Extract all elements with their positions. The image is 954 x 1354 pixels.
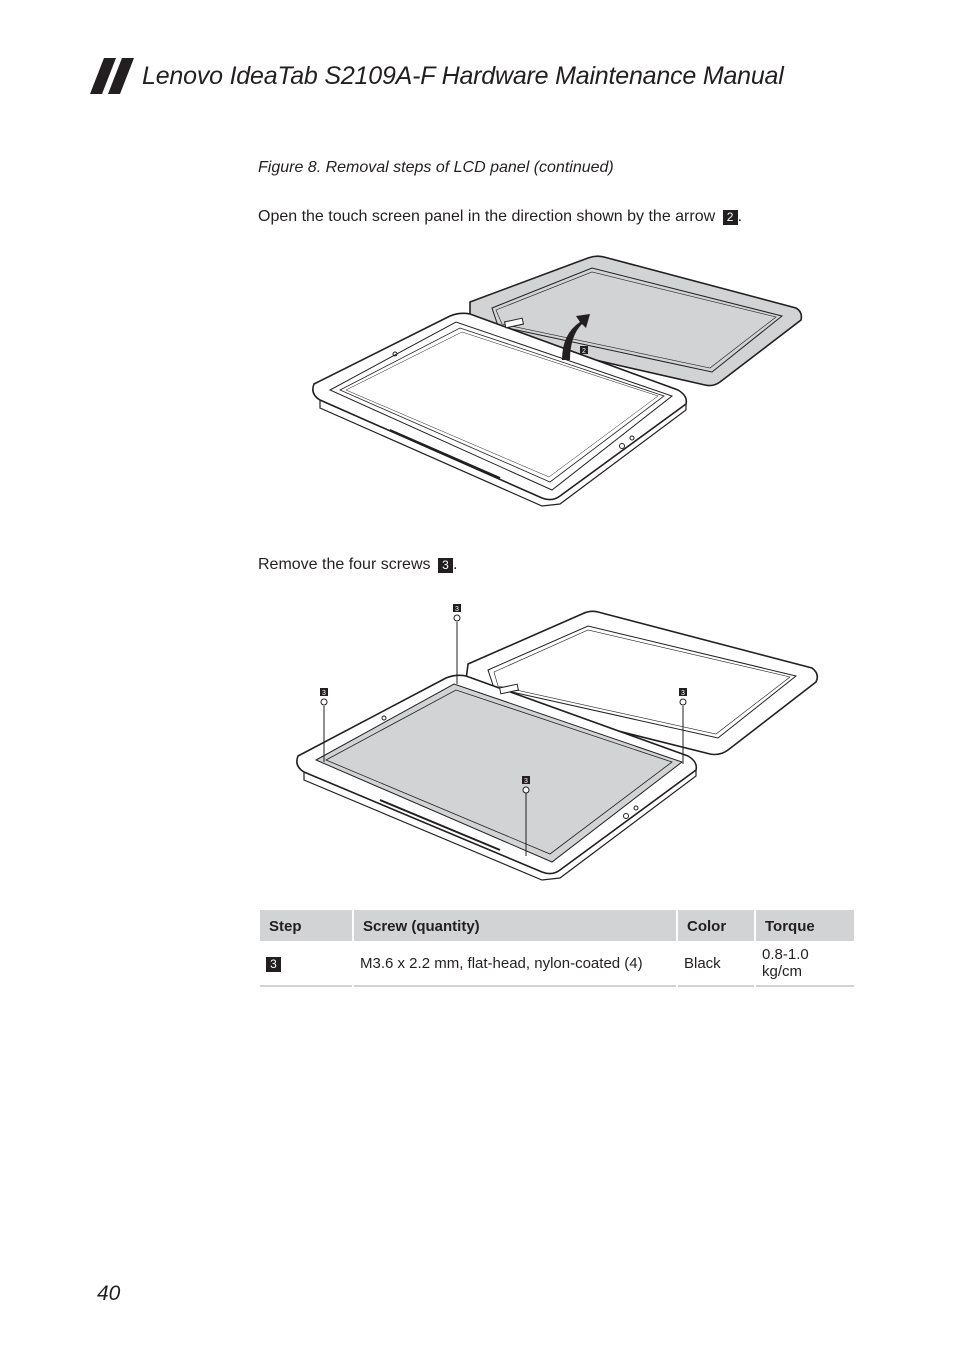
callout-3-label: 3 [681,690,685,697]
column-header-color: Color [678,910,754,941]
document-title: Lenovo IdeaTab S2109A-F Hardware Maintenance Manual [142,62,784,90]
double-slash-logo-icon [90,58,136,94]
screw-icon [454,615,460,621]
step-badge: 2 [723,210,738,225]
column-header-torque: Torque [756,910,854,941]
callout-3-label: 3 [455,606,459,613]
column-header-step: Step [260,910,352,941]
cell-torque: 0.8-1.0 kg/cm [756,941,854,987]
callout-3-label: 3 [322,690,326,697]
step-instruction-text: Open the touch screen panel in the direction shown by the arrow [258,208,716,225]
step-instruction-remove-screws [258,556,457,574]
step-instruction-suffix: . [452,556,458,573]
page-number: 40 [97,1282,121,1305]
step-badge: 3 [438,558,453,573]
remove-screws-illustration [290,598,830,882]
step-instruction-text: Remove the four screws [258,556,431,573]
callout-3-label: 3 [524,778,528,785]
table-row [260,941,854,987]
step-instruction-suffix: . [737,208,743,225]
screw-icon [321,699,327,705]
cell-step [260,941,352,987]
step-instruction-open-panel [258,208,742,226]
screw-specification-table [258,910,856,987]
table-header-row [260,910,854,941]
cell-color: Black [678,941,754,987]
cell-screw: M3.6 x 2.2 mm, flat-head, nylon-coated (4) [354,941,676,987]
step-badge: 3 [266,957,281,972]
callout-2-label: 2 [582,348,586,355]
column-header-screw: Screw (quantity) [354,910,676,941]
figure-caption: Figure 8. Removal steps of LCD panel (continued) [258,159,614,176]
screw-icon [523,787,529,793]
open-touch-panel-illustration [300,250,820,510]
screw-icon [680,699,686,705]
